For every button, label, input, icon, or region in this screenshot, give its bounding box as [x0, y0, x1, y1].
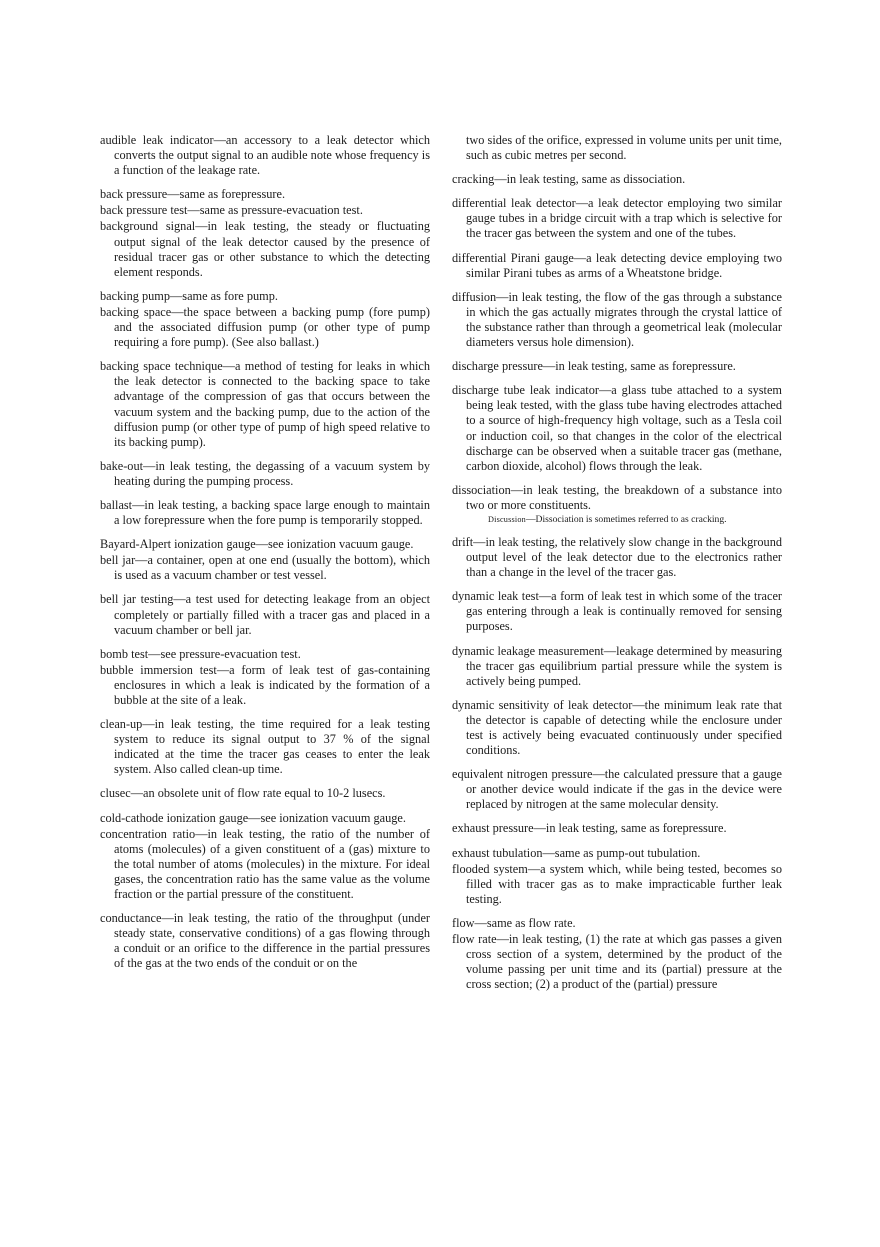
glossary-entry: diffusion—in leak testing, the flow of the gas through a substance in which the gas actually migrates through the crystal lattice of the substance rather than through a geometrical leak (molecular diameters versus hole dimension).	[452, 289, 782, 350]
glossary-entry: dynamic leakage measurement—leakage determined by measuring the tracer gas equilibrium partial pressure while the system is actively being pumped.	[452, 643, 782, 688]
glossary-entry: bell jar—a container, open at one end (usually the bottom), which is used as a vacuum chamber or test vessel.	[100, 553, 430, 583]
glossary-entry: backing space—the space between a backing pump (fore pump) and the associated diffusion pump (or other type of pump requiring a fore pump). (See also ballast.)	[100, 304, 430, 350]
glossary-entry: drift—in leak testing, the relatively slow change in the background output level of the leak detector due to the electronics rather than a change in the level of the tracer gas.	[452, 534, 782, 580]
glossary-entry: exhaust pressure—in leak testing, same as forepressure.	[452, 821, 727, 836]
glossary-entry: clusec—an obsolete unit of flow rate equal to 10-2 lusecs.	[100, 786, 386, 801]
glossary-entry: discharge pressure—in leak testing, same as forepressure.	[452, 359, 736, 374]
glossary-entry: differential leak detector—a leak detector employing two similar gauge tubes in a bridge circuit with a trap which is selective for the tracer gas between the system and one of the tubes.	[452, 196, 782, 241]
glossary-entry: flooded system—a system which, while being tested, becomes so filled with tracer gas as to make impracticable further leak testing.	[452, 861, 782, 906]
right-column	[452, 133, 782, 1001]
glossary-entry: dynamic sensitivity of leak detector—the minimum leak rate that the detector is capable of detecting while the enclosure under test is actively being evacuated continuously under specified conditions.	[452, 697, 782, 758]
glossary-entry: bake-out—in leak testing, the degassing of a vacuum system by heating during the pumping process.	[100, 458, 430, 488]
glossary-entry: differential Pirani gauge—a leak detecting device employing two similar Pirani tubes as arms of a Wheatstone bridge.	[452, 250, 782, 280]
glossary-entry: dynamic leak test—a form of leak test in which some of the tracer gas entering through a leak is continually removed for sensing purposes.	[452, 589, 782, 634]
glossary-entry: dissociation—in leak testing, the breakdown of a substance into two or more constituents.	[452, 482, 782, 512]
glossary-entry: bubble immersion test—a form of leak test of gas-containing enclosures in which a leak is indicated by the formation of a bubble at the site of a leak.	[100, 662, 430, 707]
glossary-entry: cracking—in leak testing, same as dissociation.	[452, 172, 686, 187]
glossary-entry: flow—same as flow rate.	[452, 915, 576, 930]
glossary-entry: exhaust tubulation—same as pump-out tubulation.	[452, 845, 701, 860]
glossary-entry: equivalent nitrogen pressure—the calculated pressure that a gauge or another device would indicate if the gas in the device were replaced by nitrogen at the same molecular density.	[452, 767, 782, 812]
glossary-entry: Bayard-Alpert ionization gauge—see ionization vacuum gauge.	[100, 537, 414, 552]
glossary-entry: discharge tube leak indicator—a glass tube attached to a system being leak tested, with the glass tube having electrodes attached to a source of high-frequency high voltage, such as a Tesla coil or induction coil, so that changes in the color of the electrical discharge can be observed when a suitable tracer gas (methane, carbon dioxide, alcohol) flows through the leak.	[452, 383, 782, 473]
glossary-entry: back pressure—same as forepressure.	[100, 187, 286, 202]
glossary-entry: bell jar testing—a test used for detecting leakage from an object completely or partially filled with a tracer gas and placed in a vacuum chamber or bell jar.	[100, 592, 430, 637]
glossary-entry: back pressure test—same as pressure-evacuation test.	[100, 203, 363, 218]
glossary-entry: audible leak indicator—an accessory to a leak detector which converts the output signal to an audible note whose frequency is a function of the leakage rate.	[100, 133, 430, 178]
glossary-entry-continued: two sides of the orifice, expressed in volume units per unit time, such as cubic metres per second.	[466, 133, 782, 163]
glossary-entry: cold-cathode ionization gauge—see ionization vacuum gauge.	[100, 810, 406, 825]
glossary-entry: backing space technique—a method of testing for leaks in which the leak detector is connected to the backing space to take advantage of the compression of gas that occurs between the vacuum system and the backing pump, due to the action of the diffusion pump (or other type of pump of high speed relative to its backing pump).	[100, 359, 430, 449]
glossary-entry: concentration ratio—in leak testing, the ratio of the number of atoms (molecules) of a given constituent of a (gas) mixture to the total number of atoms (molecules) in the mixture. For ideal gases, the concentration ratio has the same value as the volume fraction or the partial pressure of the constituent.	[100, 826, 430, 902]
glossary-entry: conductance—in leak testing, the ratio of the throughput (under steady state, conservative conditions) of a gas flowing through a conduit or an orifice to the difference in the partial pressures of the gas at the two ends of the conduit or on the	[100, 911, 430, 971]
glossary-entry: backing pump—same as fore pump.	[100, 288, 278, 303]
glossary-entry: ballast—in leak testing, a backing space large enough to maintain a low forepressure when the fore pump is temporarily stopped.	[100, 497, 430, 528]
left-column	[100, 133, 430, 981]
glossary-entry: background signal—in leak testing, the steady or fluctuating output signal of the leak detector caused by the presence of residual tracer gas or other substance to which the detecting element responds.	[100, 219, 430, 279]
glossary-entry: bomb test—see pressure-evacuation test.	[100, 646, 301, 661]
discussion-text: —Dissociation is sometimes referred to as cracking.	[525, 513, 727, 525]
discussion-label: Discussion	[488, 514, 526, 524]
discussion-note	[452, 514, 782, 526]
glossary-entry: flow rate—in leak testing, (1) the rate at which gas passes a given cross section of a system, determined by the product of the volume passing per unit time and its (partial) pressure at the cross section; (2) a product of the (partial) pressure	[452, 932, 782, 992]
glossary-entry: clean-up—in leak testing, the time required for a leak testing system to reduce its signal output to 37 % of the signal indicated at the time the tracer gas ceases to enter the leak system. Also called clean-up time.	[100, 717, 430, 777]
